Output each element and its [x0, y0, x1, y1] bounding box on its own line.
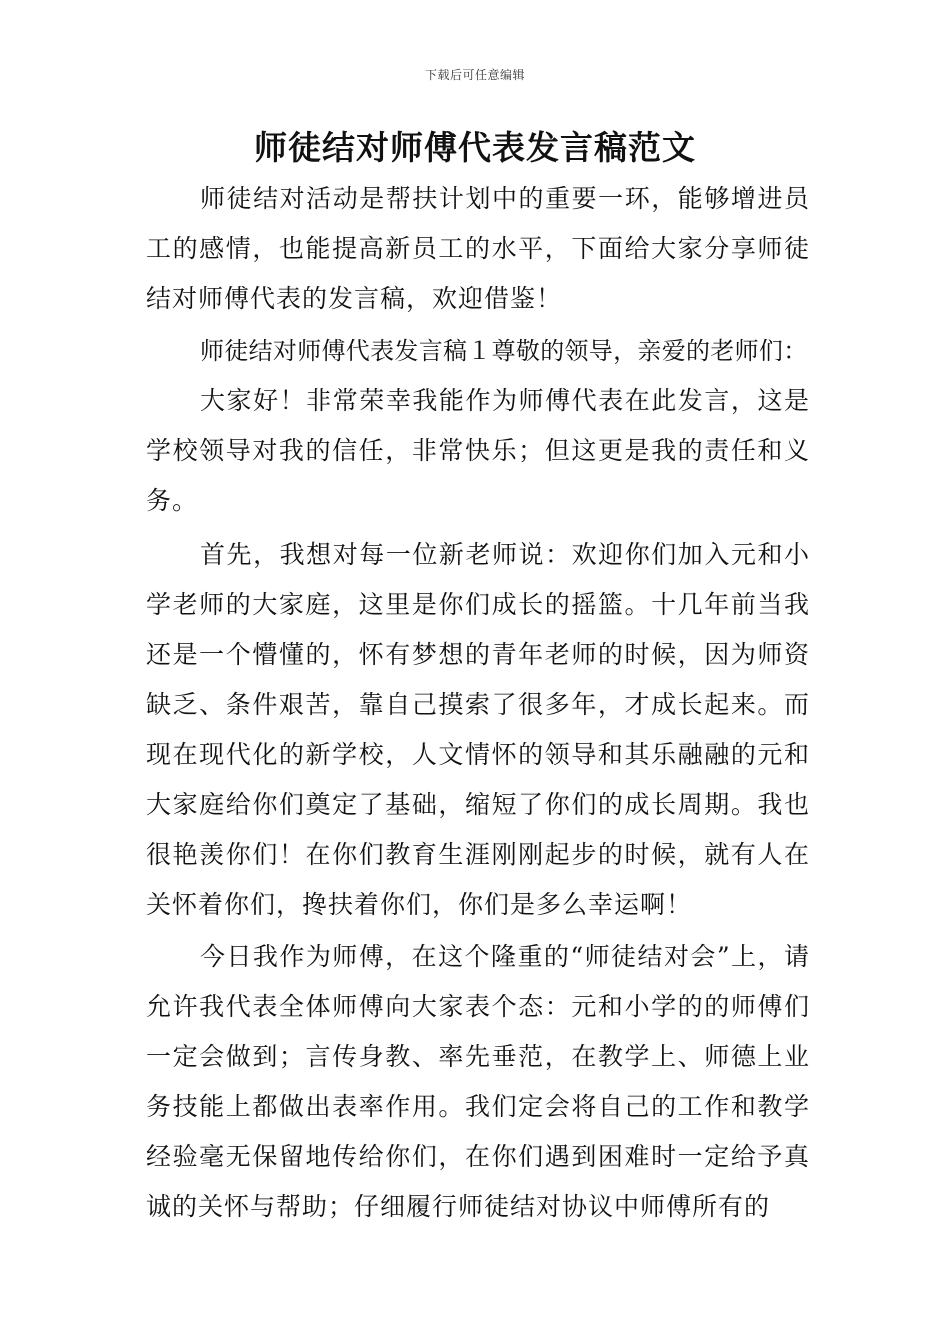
paragraph-welcome: 首先，我想对每一位新老师说：欢迎你们加入元和小学老师的大家庭，这里是你们成长的摇篮。十几年前当我还是一个懵懂的，怀有梦想的青年老师的时候，因为师资缺乏、条件艰苦，靠自己摸索了很多年，才成长起来。而现在现代化的新学校，人文情怀的领导和其乐融融的元和大家庭给你们奠定了基础，缩短了你们的成长周期。我也很艳羡你们！在你们教育生涯刚刚起步的时候，就有人在关怀着你们，搀扶着你们，你们是多么幸运啊！ — [146, 540, 810, 919]
header-note: 下载后可任意编辑 — [424, 68, 525, 82]
paragraph-pledge: 今日我作为师傅，在这个隆重的“师徒结对会”上，请允许我代表全体师傅向大家表个态：元和小学的的师傅们一定会做到；言传身教、率先垂范，在教学上、师德上业务技能上都做出表率作用。我们定会将自己的工作和教学经验毫无保留地传给你们，在你们遇到困难时一定给予真诚的关怀与帮助；仔细履行师徒结对协议中师傅所有的 — [146, 942, 810, 1221]
paragraph-greeting: 大家好！非常荣幸我能作为师傅代表在此发言，这是学校领导对我的信任，非常快乐；但这更是我的责任和义务。 — [146, 386, 810, 515]
paragraph-salutation: 师徒结对师傅代表发言稿１尊敬的领导，亲爱的老师们： — [200, 337, 808, 365]
document-body — [146, 174, 810, 1232]
paragraph-intro: 师徒结对活动是帮扶计划中的重要一环，能够增进员工的感情，也能提高新员工的水平，下面给大家分享师徒结对师傅代表的发言稿，欢迎借鉴！ — [146, 184, 810, 313]
document-title: 师徒结对师傅代表发言稿范文 — [254, 128, 696, 167]
